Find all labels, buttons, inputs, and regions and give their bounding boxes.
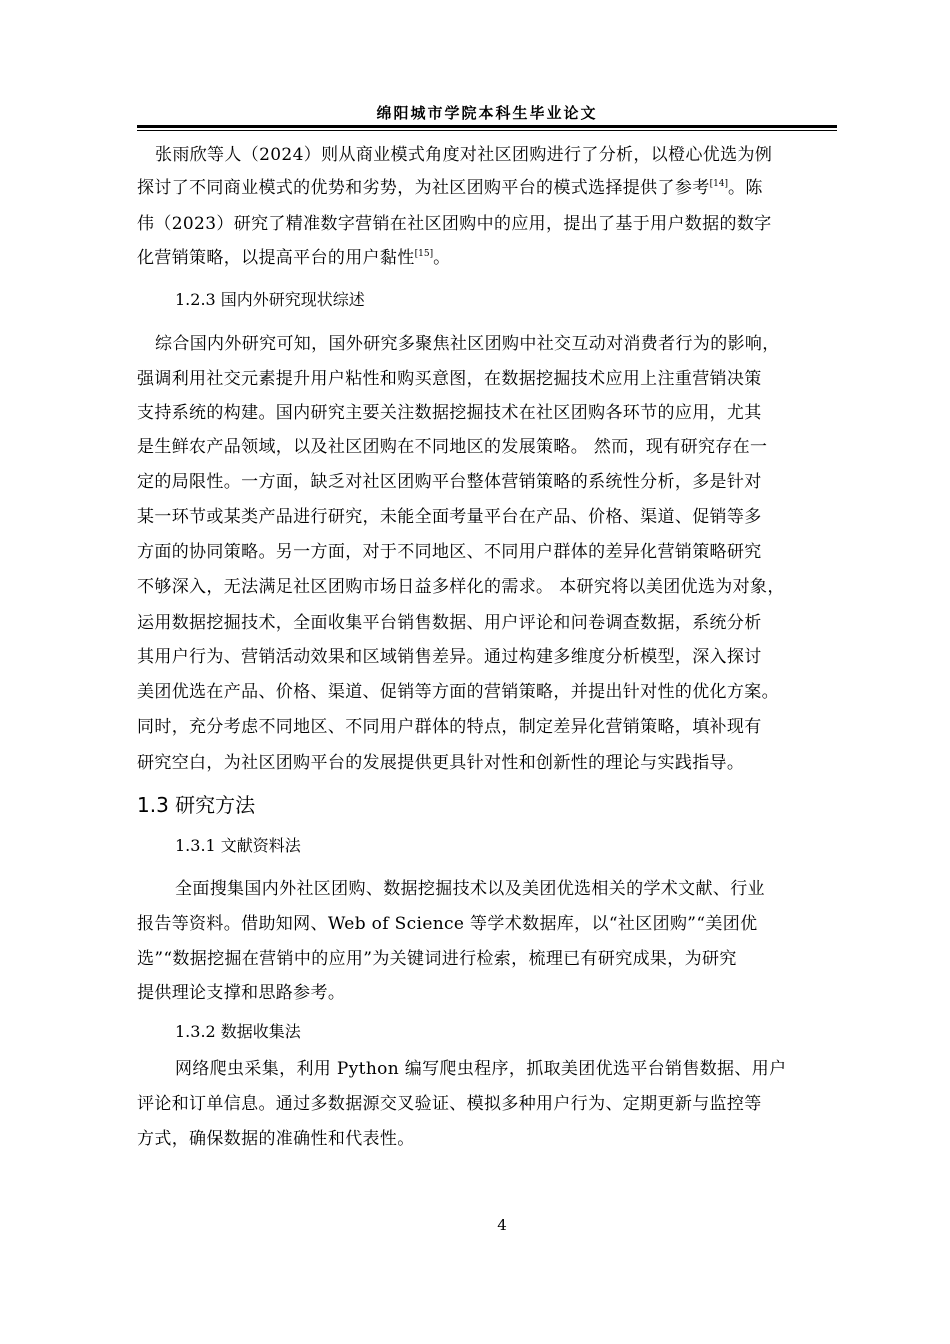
para2-line-10: 其用户行为、营销活动效果和区域销售差异。通过构建多维度分析模型，深入探讨 <box>137 647 762 667</box>
para4-line-3: 方式，确保数据的准确性和代表性。 <box>137 1129 415 1149</box>
para2-line-9: 运用数据挖掘技术，全面收集平台销售数据、用户评论和问卷调查数据，系统分析 <box>137 613 762 633</box>
page-number: 4 <box>497 1216 507 1234</box>
subsection-1-3-1-heading: 1.3.1 文献资料法 <box>175 836 301 855</box>
section-1-3-heading: 1.3 研究方法 <box>137 793 256 817</box>
para3-line-3: 选”“数据挖掘在营销中的应用”为关键词进行检索，梳理已有研究成果，为研究 <box>137 949 737 969</box>
para2-line-5: 定的局限性。一方面，缺乏对社区团购平台整体营销策略的系统性分析，多是针对 <box>137 472 762 492</box>
para2-line-13: 研究空白，为社区团购平台的发展提供更具针对性和创新性的理论与实践指导。 <box>137 753 745 773</box>
header-rule-thick <box>137 125 837 128</box>
para2-line-6: 某一环节或某类产品进行研究，未能全面考量平台在产品、价格、渠道、促销等多 <box>137 507 762 527</box>
citation-14[interactable]: [14] <box>709 179 729 189</box>
header-rule-thin <box>137 130 837 131</box>
para2-line-1: 综合国内外研究可知，国外研究多聚焦社区团购中社交互动对消费者行为的影响， <box>155 334 780 354</box>
subsection-1-2-3-heading: 1.2.3 国内外研究现状综述 <box>175 290 365 309</box>
para1-line-4: 化营销策略，以提高平台的用户黏性[15]。 <box>137 248 451 268</box>
para2-line-8: 不够深入，无法满足社区团购市场日益多样化的需求。 本研究将以美团优选为对象， <box>137 577 785 597</box>
para3-line-2: 报告等资料。借助知网、Web of Science 等学术数据库，以“社区团购”“美团优 <box>137 914 758 934</box>
para4-line-2: 评论和订单信息。通过多数据源交叉验证、模拟多种用户行为、定期更新与监控等 <box>137 1094 762 1114</box>
para1-line-1: 张雨欣等人（2024）则从商业模式角度对社区团购进行了分析，以橙心优选为例 <box>155 145 773 165</box>
para2-line-11: 美团优选在产品、价格、渠道、促销等方面的营销策略，并提出针对性的优化方案。 <box>137 682 779 702</box>
para4-line-1: 网络爬虫采集，利用 Python 编写爬虫程序，抓取美团优选平台销售数据、用户 <box>175 1059 787 1079</box>
para3-line-1: 全面搜集国内外社区团购、数据挖掘技术以及美团优选相关的学术文献、行业 <box>175 879 765 899</box>
para3-line-4: 提供理论支撑和思路参考。 <box>137 983 346 1003</box>
para2-line-12: 同时，充分考虑不同地区、不同用户群体的特点，制定差异化营销策略，填补现有 <box>137 717 762 737</box>
page-header-title: 绵阳城市学院本科生毕业论文 <box>376 104 598 122</box>
para2-line-4: 是生鲜农产品领域，以及社区团购在不同地区的发展策略。 然而，现有研究存在一 <box>137 437 768 457</box>
para1-line-3: 伟（2023）研究了精准数字营销在社区团购中的应用，提出了基于用户数据的数字 <box>137 214 772 234</box>
para1-line-2: 探讨了不同商业模式的优势和劣势，为社区团购平台的模式选择提供了参考[14]。陈 <box>137 178 763 198</box>
subsection-1-3-2-heading: 1.3.2 数据收集法 <box>175 1022 301 1041</box>
para2-line-2: 强调利用社交元素提升用户粘性和购买意图，在数据挖掘技术应用上注重营销决策 <box>137 369 762 389</box>
citation-15[interactable]: [15] <box>414 249 434 259</box>
para2-line-3: 支持系统的构建。国内研究主要关注数据挖掘技术在社区团购各环节的应用，尤其 <box>137 403 762 423</box>
para2-line-7: 方面的协同策略。另一方面，对于不同地区、不同用户群体的差异化营销策略研究 <box>137 542 762 562</box>
